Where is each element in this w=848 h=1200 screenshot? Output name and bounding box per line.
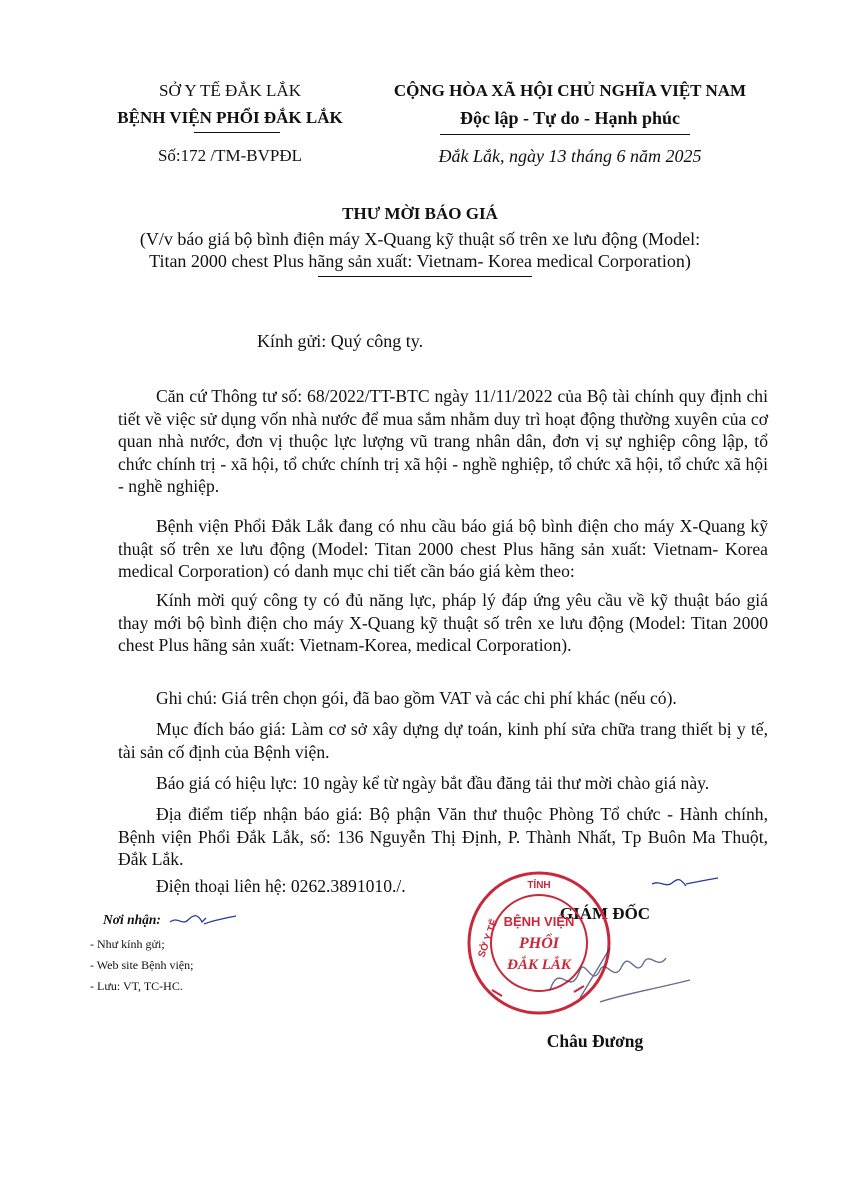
motto: Độc lập - Tự do - Hạnh phúc	[459, 108, 681, 128]
recipients-title: Nơi nhận:	[103, 912, 161, 927]
initial-mark	[168, 910, 238, 930]
subject-line-2: Titan 2000 chest Plus hãng sản xuất: Vietnam- Korea medical Corporation)	[149, 251, 691, 271]
stamp-line-3: ĐẮK LẮK	[507, 957, 571, 973]
signatory-name: Châu Đương	[546, 1031, 644, 1051]
paragraph-text: Ghi chú: Giá trên chọn gói, đã bao gồm VAT và các chi phí khác (nếu có).	[156, 688, 677, 708]
document-number: Số:172 /TM-BVPĐL	[157, 146, 303, 165]
paragraph-purpose	[118, 718, 768, 763]
paragraph-invitation	[118, 589, 768, 657]
paragraph-text: Mục đích báo giá: Làm cơ sở xây dựng dự toán, kinh phí sửa chữa trang thiết bị y tế, tài sản cố định của Bệnh viện.	[118, 719, 768, 762]
subject-line-1: (V/v báo giá bộ bình điện máy X-Quang kỹ thuật số trên xe lưu động (Model:	[139, 229, 701, 249]
paragraph-text: Kính mời quý công ty có đủ năng lực, pháp lý đáp ứng yêu cầu về kỹ thuật báo giá thay mới bộ bình điện cho máy X-Quang kỹ thuật số trên xe lưu động (Model: Titan 2000 chest Plus hãng sản xuất: Vietnam-Korea, medical Corporation).	[118, 590, 768, 655]
signatory-title: GIÁM ĐỐC	[559, 904, 651, 923]
stamp-top-text: TỈNH	[527, 880, 551, 891]
ink-initial-mark	[650, 874, 720, 894]
stamp-line-2: PHỔI	[519, 935, 559, 952]
motto-underline	[440, 134, 690, 135]
place-date: Đắk Lắk, ngày 13 tháng 6 năm 2025	[438, 146, 702, 166]
paragraph-address	[118, 803, 768, 871]
recipient-item: - Lưu: VT, TC-HC.	[90, 979, 183, 993]
hospital-name: BỆNH VIỆN PHỔI ĐẮK LẮK	[117, 108, 343, 127]
paragraph-text: Điện thoại liên hệ: 0262.3891010./.	[156, 876, 406, 896]
greeting: Kính gửi: Quý công ty.	[257, 331, 424, 351]
paragraph-text: Bệnh viện Phổi Đắk Lắk đang có nhu cầu báo giá bộ bình điện cho máy X-Quang kỹ thuật số trên xe lưu động (Model: Titan 2000 chest Plus hãng sản xuất: Vietnam- Korea medical Corporation) có danh mục chi tiết cần báo giá kèm theo:	[118, 516, 768, 581]
paragraph-request	[118, 515, 768, 583]
paragraph-validity	[118, 772, 768, 795]
subject-underline	[318, 276, 532, 277]
nation-title: CỘNG HÒA XÃ HỘI CHỦ NGHĨA VIỆT NAM	[393, 81, 747, 100]
hospital-underline	[194, 132, 280, 133]
recipient-item: - Như kính gửi;	[90, 937, 165, 951]
stamp-left-text: SỞ Y TẾ	[476, 917, 501, 960]
ministry-name: SỞ Y TẾ ĐẮK LẮK	[159, 81, 301, 100]
paragraph-text: Địa điểm tiếp nhận báo giá: Bộ phận Văn thư thuộc Phòng Tổ chức - Hành chính, Bệnh viện Phổi Đắk Lắk, số: 136 Nguyễn Thị Định, P. Thành Nhất, Tp Buôn Ma Thuột, Đắk Lắk.	[118, 804, 768, 869]
paragraph-legal-basis	[118, 385, 768, 498]
handwritten-signature	[540, 940, 700, 1010]
paragraph-note	[118, 687, 768, 710]
paragraph-text: Căn cứ Thông tư số: 68/2022/TT-BTC ngày 11/11/2022 của Bộ tài chính quy định chi tiết về việc sử dụng vốn nhà nước để mua sắm nhằm duy trì hoạt động thường xuyên của cơ quan nhà nước, đơn vị thuộc lực lượng vũ trang nhân dân, đơn vị sự nghiệp công lập, tổ chức chính trị - xã hội, tổ chức chính trị xã hội - nghề nghiệp, tổ chức xã hội, tổ chức xã hội - nghề nghiệp.	[118, 386, 768, 496]
document-title: THƯ MỜI BÁO GIÁ	[342, 204, 498, 223]
recipient-item: - Web site Bệnh viện;	[90, 958, 194, 972]
stamp-line-1: BỆNH VIỆN	[503, 914, 575, 929]
paragraph-text: Báo giá có hiệu lực: 10 ngày kể từ ngày bắt đầu đăng tải thư mời chào giá này.	[156, 773, 710, 793]
